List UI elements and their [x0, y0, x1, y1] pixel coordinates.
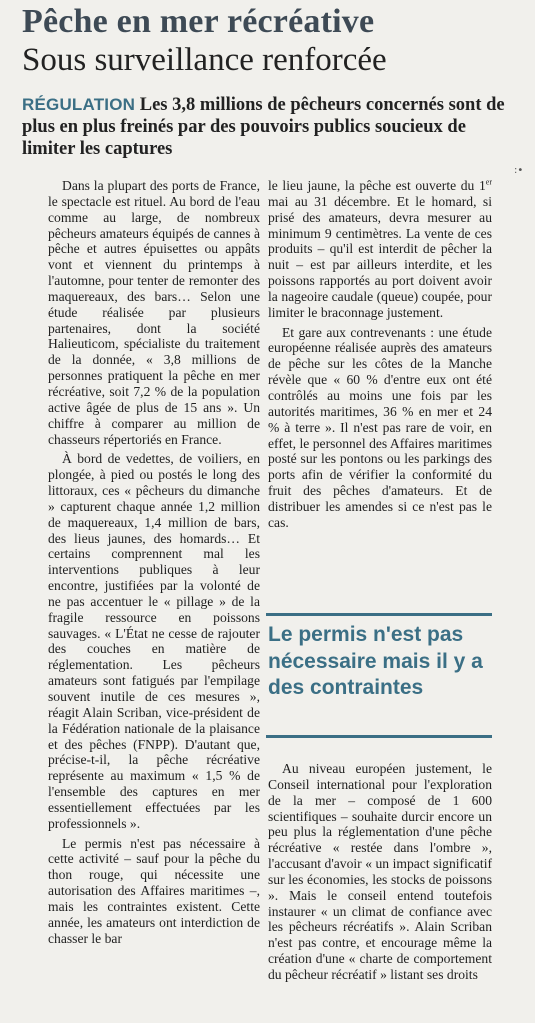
paragraph: Au niveau européen justement, le Conseil international pour l'exploration de la mer – composé de 1 600 scientifiques – souhaite durcir encore un peu plus la réglementation d'une pêche récréative « restée dans l'ombre », l'accusant d'avoir « un impact significatif sur les économies, les stocks de poissons ». Mais le conseil entend toutefois instaurer « un climat de confiance avec les pêcheurs récréatifs ». Alain Scriban n'est pas contre, et encourage même la création d'une « charte de comportement du pêcheur récréatif » listant ses droits [268, 761, 492, 982]
paragraph: Et gare aux contrevenants : une étude européenne réalisée auprès des amateurs de pêche sur les côtes de la Manche révèle que « 60 % d'entre eux ont été contrôlés au moins une fois par les autorités maritimes, 36 % en mer et 24 % à terre ». Il n'est pas rare de voir, en effet, le personnel des Affaires maritimes posté sur les pontons ou les parkings des ports afin de vérifier la conformité du fruit des pêches d'amateurs. Et de distribuer les amendes si ce n'est pas le cas. [268, 324, 492, 530]
standfirst-text: Les 3,8 millions de pêcheurs concernés sont de plus en plus freinés par des pouvoirs publics soucieux de limiter les captures [22, 95, 505, 159]
paragraph: À bord de vedettes, de voiliers, en plongée, à pied ou postés le long des littoraux, ces « pêcheurs du dimanche » capturent chaque année 1,2 million de maquereaux, 1,4 million de bars, des lieus jaunes, des homards… Et certains comprennent mal les interventions publiques à leur encontre, justifiées par la volonté de ne pas accentuer le « pillage » de la fragile ressource en poissons sauvages. « L'État ne cesse de rajouter des couches en matière de réglementation. Les pêcheurs amateurs sont fatigués par l'empilage souvent inutile de ces mesures », réagit Alain Scriban, vice-président de la Fédération nationale de la plaisance et des pêches (FNPP). D'autant que, précise-t-il, la pêche récréative représente au maximum « 1,5 % de l'ensemble des captures en mer essentiellement effectuées par les professionnels ». [48, 451, 260, 831]
box-bottom-rule [266, 735, 492, 738]
standfirst [22, 94, 522, 160]
page-marker: :• [514, 165, 524, 176]
article-column-2 [268, 178, 492, 531]
headline [22, 4, 522, 78]
headline-title: Pêche en mer récréative [22, 3, 375, 40]
box-top-rule [266, 613, 492, 616]
text-fragment: mai au 31 décembre. Et le homard, si prisé des amateurs, devra mesurer au minimum 9 centimètres. La vente de ces produits – qu'il est interdit de pêcher la nuit – est par ailleurs interdite, et les poissons rapportés au port doivent avoir la nageoire caudale (queue) coupée, pour limiter le braconnage justement. [268, 193, 492, 320]
superscript: er [485, 177, 492, 187]
article-column-1 [48, 178, 260, 947]
box-title: Le permis n'est pas nécessaire mais il y a des contraintes [268, 623, 483, 699]
standfirst-kicker: RÉGULATION [22, 95, 136, 114]
text-fragment: le lieu jaune, la pêche est ouverte du 1 [268, 178, 486, 193]
paragraph: Le permis n'est pas nécessaire à cette activité – sauf pour la pêche du thon rouge, qui nécessite une autorisation des Affaires maritimes –, mais les contraintes existent. Cette année, les amateurs ont interdiction de chasser le bar [48, 835, 260, 946]
paragraph [268, 178, 492, 321]
headline-subtitle: Sous surveillance renforcée [22, 42, 387, 78]
box-column [268, 761, 492, 983]
paragraph: Dans la plupart des ports de France, le spectacle est rituel. Au bord de l'eau comme au large, de nombreux pêcheurs amateurs équipés de cannes à pêche et autres épuisettes ou appâts vont et viennent du printemps à l'automne, pour tenter de remonter des maquereaux, des bars… Selon une étude réalisée par plusieurs partenaires, dont la société Halieuticom, spécialiste du traitement de la donnée, « 3,8 millions de personnes pratiquent la pêche en mer récréative, soit 7,2 % de la population active âgée de plus de 15 ans ». Un chiffre à comparer au million de chasseurs répertoriés en France. [48, 178, 260, 447]
